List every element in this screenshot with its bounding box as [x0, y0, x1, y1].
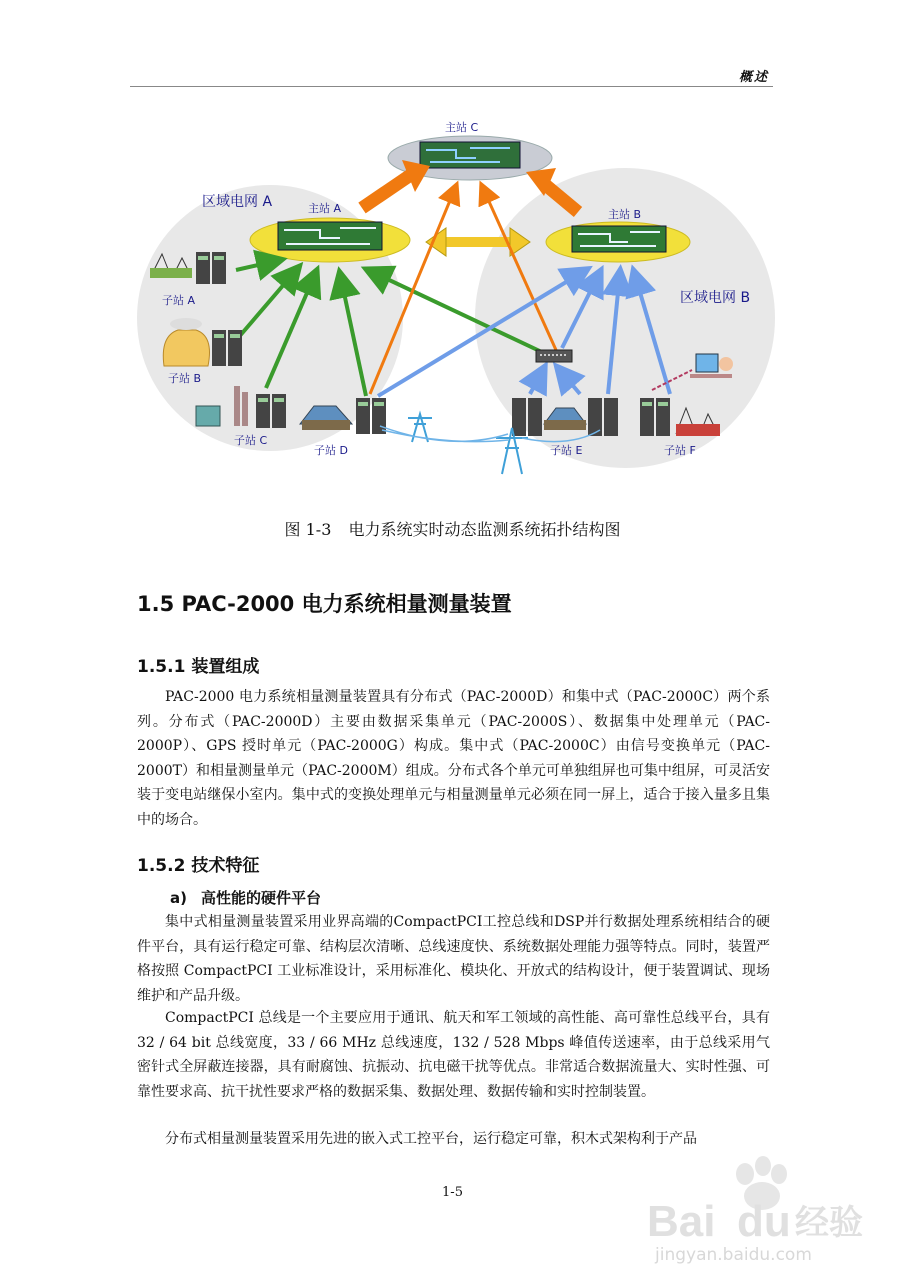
section-title: 1.5 PAC-2000 电力系统相量测量装置	[137, 592, 512, 616]
subsection-2-paragraph-2: CompactPCI 总线是一个主要应用于通讯、航天和军工领域的高性能、高可靠性总线平台，具有 32 / 64 bit 总线宽度，33 / 66 MHz 总线速度，132 / 528 Mbps 峰值传送速率，由于总线采用气密针式全屏蔽连接器，具有耐腐蚀、抗振动、抗电磁干扰等优点。非常适合数据流量大、实时性强、可靠性要求高、抗干扰性要求严格的数据采集、数据处理、数据传输和实时控制装置。	[137, 1010, 770, 1100]
sub-d-label: 子站 D	[314, 444, 348, 457]
chapter-title: 概述	[738, 70, 769, 85]
topology-figure	[130, 108, 780, 488]
sub-f-label: 子站 F	[664, 444, 696, 457]
master-b-label: 主站 B	[608, 208, 642, 221]
sub-e-label: 子站 E	[550, 444, 583, 457]
item-a-heading	[170, 887, 321, 908]
subsection-2-paragraph-1: 集中式相量测量装置采用业界高端的CompactPCI工控总线和DSP并行数据处理系统相结合的硬件平台，具有运行稳定可靠、结构层次清晰、总线速度快、系统数据处理能力强等特点。同时，装置严格按照 CompactPCI 工业标准设计，采用标准化、模块化、开放式的结构设计，便于装置调试、现场维护和产品升级。	[137, 914, 770, 1004]
master-a-board	[278, 222, 382, 250]
item-a-number: a)	[170, 889, 187, 907]
figure-caption	[0, 517, 905, 540]
caption-number: 图 1-3	[284, 520, 332, 539]
subsection-2-paragraph-3: 分布式相量测量装置采用先进的嵌入式工控平台，运行稳定可靠，积木式架构利于产品	[165, 1131, 697, 1147]
sub-b-label: 子站 B	[168, 372, 202, 385]
watermark-brand-cn: 经验	[795, 1203, 863, 1243]
page-header	[130, 64, 773, 87]
pc-person	[719, 357, 733, 371]
baidu-watermark	[645, 1150, 895, 1270]
pc-monitor	[696, 354, 718, 372]
page-number: 1-5	[442, 1185, 463, 1200]
master-c-board	[420, 142, 520, 168]
arrow-a-to-c	[362, 174, 412, 208]
master-c-label: 主站 C	[445, 121, 479, 134]
master-b-board	[572, 226, 666, 252]
item-a-title: 高性能的硬件平台	[200, 889, 321, 907]
subsection-2-title: 1.5.2 技术特征	[137, 856, 260, 876]
caption-text: 电力系统实时动态监测系统拓扑结构图	[348, 520, 621, 539]
sub-a-label: 子站 A	[162, 294, 196, 307]
master-a-label: 主站 A	[308, 202, 342, 215]
pc-desk	[690, 374, 732, 378]
watermark-url: jingyan.baidu.com	[655, 1245, 812, 1265]
region-a-label: 区域电网 A	[202, 194, 273, 210]
watermark-brand-du: du	[737, 1197, 791, 1246]
region-b-label: 区域电网 B	[680, 290, 751, 306]
sub-c-label: 子站 C	[234, 434, 268, 447]
subsection-1-paragraph: PAC-2000 电力系统相量测量装置具有分布式（PAC-2000D）和集中式（PAC-2000C）两个系列。分布式（PAC-2000D）主要由数据采集单元（PAC-2000S）、数据集中处理单元（PAC-2000P）、GPS 授时单元（PAC-2000G）构成。集中式（PAC-2000C）由信号变换单元（PAC-2000T）和相量测量单元（PAC-2000M）组成。分布式各个单元可单独组屏也可集中组屏，可灵活安装于变电站继保小室内。集中式的变换处理单元与相量测量单元必须在同一屏上，适合于接入量多且集中的场合。	[137, 689, 770, 828]
watermark-brand: Bai	[647, 1197, 716, 1246]
subsection-1-title: 1.5.1 装置组成	[137, 657, 260, 677]
